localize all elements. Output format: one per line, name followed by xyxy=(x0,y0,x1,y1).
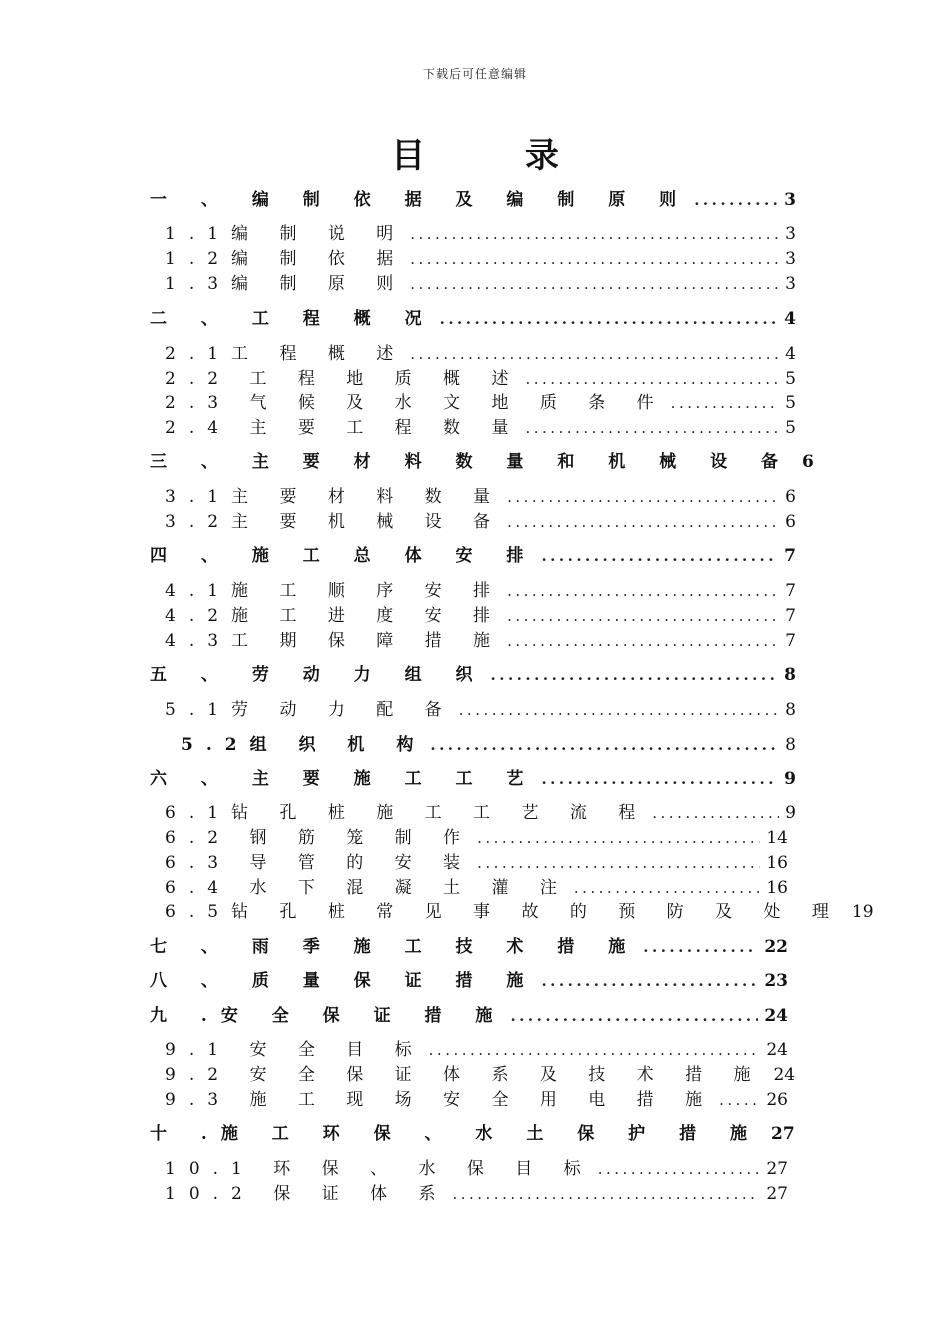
toc-entry-label: 七 、 雨 季 施 工 技 术 措 施 xyxy=(150,937,640,957)
toc-entry[interactable] xyxy=(150,932,788,957)
toc-leader xyxy=(452,1185,760,1203)
toc-entry-page: 8 xyxy=(785,700,796,720)
toc-entry-label: 5.2组 织 机 构 xyxy=(181,735,427,755)
toc-leader xyxy=(410,345,779,363)
toc-leader xyxy=(507,488,779,506)
toc-leader xyxy=(598,1160,761,1178)
toc-entry[interactable] xyxy=(165,339,796,364)
toc-entry[interactable] xyxy=(165,388,796,413)
toc-entry-page: 4 xyxy=(784,309,796,329)
toc-leader xyxy=(507,607,779,625)
toc-leader xyxy=(719,1091,760,1109)
toc-entry-page: 8 xyxy=(785,735,796,755)
toc-entry-label: 6.3 导 管 的 安 装 xyxy=(165,853,474,873)
toc-entry-page: 7 xyxy=(785,606,796,626)
toc-entry-label: 九 .安 全 保 证 措 施 xyxy=(150,1006,507,1026)
toc-entry-label: 3.2主 要 机 械 设 备 xyxy=(165,512,504,532)
toc-entry-page: 7 xyxy=(785,581,796,601)
toc-entry[interactable] xyxy=(165,413,796,438)
toc-entry-page: 24 xyxy=(764,1006,788,1026)
toc-entry-page: 5 xyxy=(785,369,796,389)
toc-entry-label: 10.1 环 保 、 水 保 目 标 xyxy=(165,1159,594,1179)
toc-entry[interactable] xyxy=(165,848,788,873)
toc-leader xyxy=(541,972,758,990)
toc-entry-page: 9 xyxy=(785,803,796,823)
toc-entry-label: 2.1工 程 概 述 xyxy=(165,344,407,364)
toc-entry-page: 5 xyxy=(785,393,796,413)
toc-entry-page: 5 xyxy=(785,418,796,438)
page-header: 下载后可任意编辑 xyxy=(422,67,527,81)
toc-entry-label: 6.1钻 孔 桩 施 工 工 艺 流 程 xyxy=(165,803,649,823)
toc-leader xyxy=(507,632,779,650)
toc-leader xyxy=(671,394,780,412)
toc-entry-label: 3.1主 要 材 料 数 量 xyxy=(165,487,504,507)
toc-entry-label: 1.3编 制 原 则 xyxy=(165,274,407,294)
toc-leader xyxy=(410,250,779,268)
toc-entry-page: 27 xyxy=(766,1184,788,1204)
toc-entry-page: 22 xyxy=(764,937,788,957)
toc-leader xyxy=(510,1007,758,1025)
toc-leader xyxy=(652,804,779,822)
toc-entry[interactable] xyxy=(165,482,796,507)
toc-entry-page: 19 xyxy=(851,902,874,922)
toc-entry[interactable] xyxy=(165,601,796,626)
toc-entry[interactable] xyxy=(165,1179,788,1204)
toc-entry-page: 4 xyxy=(785,344,796,364)
toc-entry-label: 一 、 编 制 依 据 及 编 制 原 则 xyxy=(150,190,691,210)
toc-leader xyxy=(491,666,779,684)
toc-entry-label: 2.2 工 程 地 质 概 述 xyxy=(165,369,522,389)
toc-leader xyxy=(477,854,760,872)
toc-entry-label: 八 、 质 量 保 证 措 施 xyxy=(150,971,538,991)
toc-entry-label: 4.3工 期 保 障 措 施 xyxy=(165,631,504,651)
toc-entry[interactable] xyxy=(150,1119,795,1144)
toc-entry[interactable] xyxy=(165,1060,796,1085)
toc-entry[interactable] xyxy=(165,1085,788,1110)
toc-leader xyxy=(410,275,779,293)
toc-entry[interactable] xyxy=(165,219,796,244)
toc-entry[interactable] xyxy=(165,823,788,848)
toc-entry-page: 7 xyxy=(784,546,796,566)
toc-leader xyxy=(541,770,778,788)
toc-leader xyxy=(694,191,778,209)
toc-entry-page: 3 xyxy=(785,249,796,269)
toc-entry[interactable] xyxy=(165,695,796,720)
toc-entry-label: 四 、 施 工 总 体 安 排 xyxy=(150,546,538,566)
toc-entry[interactable] xyxy=(165,1154,788,1179)
toc-entry-label: 10.2 保 证 体 系 xyxy=(165,1184,449,1204)
toc-entry[interactable] xyxy=(150,1001,788,1026)
toc-entry-label: 4.1施 工 顺 序 安 排 xyxy=(165,581,504,601)
toc-entry-label: 二 、 工 程 概 况 xyxy=(150,309,436,329)
toc-entry-label: 2.3 气 候 及 水 文 地 质 条 件 xyxy=(165,393,667,413)
toc-leader xyxy=(410,225,779,243)
toc-entry-label: 十 .施 工 环 保 、 水 土 保 护 措 施 xyxy=(150,1124,762,1144)
toc-leader xyxy=(507,582,779,600)
toc-entry-page: 14 xyxy=(766,828,788,848)
toc-entry-page: 3 xyxy=(784,190,796,210)
toc-leader xyxy=(477,829,760,847)
toc-entry-page: 24 xyxy=(773,1065,796,1085)
toc-entry[interactable] xyxy=(150,764,796,789)
toc-entry-page: 7 xyxy=(785,631,796,651)
toc-entry[interactable] xyxy=(165,269,796,294)
toc-entry[interactable] xyxy=(150,304,796,329)
toc-entry-label: 9.1 安 全 目 标 xyxy=(165,1040,425,1060)
toc-entry-label: 5.1劳 动 力 配 备 xyxy=(165,700,455,720)
toc-entry-page: 3 xyxy=(785,224,796,244)
toc-leader xyxy=(429,1041,761,1059)
toc-entry-label: 1.2编 制 依 据 xyxy=(165,249,407,269)
toc-entry-page: 8 xyxy=(784,665,796,685)
toc-entry[interactable] xyxy=(165,798,796,823)
toc-entry-page: 16 xyxy=(766,878,788,898)
toc-entry-page: 27 xyxy=(766,1159,788,1179)
toc-entry[interactable] xyxy=(150,185,796,210)
toc-entry-page: 6 xyxy=(802,452,814,472)
toc-entry-label: 6.5钻 孔 桩 常 见 事 故 的 预 防 及 处 理 xyxy=(165,902,842,922)
toc-entry-page: 16 xyxy=(766,853,788,873)
toc-entry[interactable] xyxy=(150,966,788,991)
toc-entry[interactable] xyxy=(165,873,788,898)
toc-entry-label: 2.4 主 要 工 程 数 量 xyxy=(165,418,522,438)
toc-leader xyxy=(525,419,779,437)
toc-entry[interactable] xyxy=(165,244,796,269)
toc-entry[interactable] xyxy=(165,507,796,532)
toc-leader xyxy=(541,547,778,565)
toc-entry-label: 三 、 主 要 材 料 数 量 和 机 械 设 备 xyxy=(150,452,793,472)
toc-entry-label: 4.2施 工 进 度 安 排 xyxy=(165,606,504,626)
toc-leader xyxy=(459,701,780,719)
toc-entry-label: 9.2 安 全 保 证 体 系 及 技 术 措 施 xyxy=(165,1065,764,1085)
toc-entry-page: 6 xyxy=(785,512,796,532)
toc-entry-label: 1.1编 制 说 明 xyxy=(165,224,407,244)
toc-entry-page: 6 xyxy=(785,487,796,507)
toc-entry[interactable] xyxy=(150,447,814,472)
toc-entry[interactable] xyxy=(165,1035,788,1060)
toc-entry[interactable] xyxy=(165,626,796,651)
toc-entry-page: 26 xyxy=(766,1090,788,1110)
toc-entry-page: 3 xyxy=(785,274,796,294)
toc-entry[interactable] xyxy=(165,897,874,922)
toc-leader xyxy=(525,370,779,388)
toc-entry-page: 24 xyxy=(766,1040,788,1060)
toc-entry-page: 27 xyxy=(771,1124,795,1144)
toc-entry[interactable] xyxy=(150,541,796,566)
toc-entry[interactable] xyxy=(165,364,796,389)
toc-leader xyxy=(574,879,760,897)
toc-entry[interactable] xyxy=(181,730,796,755)
toc-leader xyxy=(440,310,779,328)
toc-entry-label: 五 、 劳 动 力 组 织 xyxy=(150,665,487,685)
toc-entry[interactable] xyxy=(150,660,796,685)
toc-entry-page: 9 xyxy=(784,769,796,789)
toc-entry-label: 六 、 主 要 施 工 工 艺 xyxy=(150,769,538,789)
toc-entry-label: 6.2 钢 筋 笼 制 作 xyxy=(165,828,474,848)
toc-entry-page: 23 xyxy=(764,971,788,991)
toc-leader xyxy=(643,938,758,956)
toc-entry-label: 9.3 施 工 现 场 安 全 用 电 措 施 xyxy=(165,1090,716,1110)
toc-leader xyxy=(507,513,779,531)
toc-entry-label: 6.4 水 下 混 凝 土 灌 注 xyxy=(165,878,570,898)
toc-leader xyxy=(430,736,779,754)
toc-entry[interactable] xyxy=(165,576,796,601)
page-title: 目 录 xyxy=(391,136,603,176)
